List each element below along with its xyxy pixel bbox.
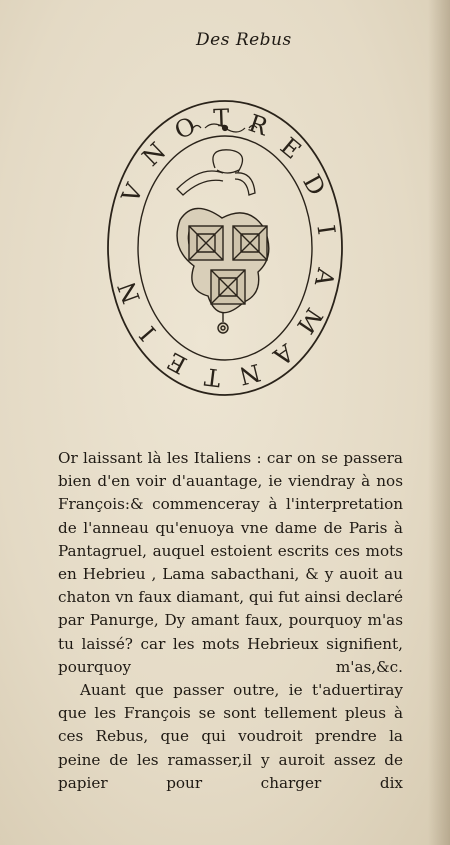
seal-motto-letter: T <box>202 362 223 392</box>
seal-motto-letter: N <box>136 137 172 172</box>
seal-motto-letter: M <box>291 302 329 339</box>
seal-motto-letter: E <box>162 346 192 380</box>
seal-motto-letter: O <box>170 111 200 146</box>
paragraph: Or laissant là les Italiens : car on se passera bien d'en voir d'auantage, ie viendray à nos François:& commenceray à l'interpretation de l'anneau qu'enuoya vne dame de Paris à Pantagruel, auquel estoient escrits ces mots en Hebrieu , Lama sabacthani, & y auoit au chaton vn faux diamant, qui fut ainsi declaré par Panurge, Dy amant faux, pourquoy m'as tu laissé? car les mots Hebrieux signifient, pourquoy m'as,&c. <box>58 449 403 676</box>
seal-motto-letter: N <box>236 357 264 391</box>
diamond-jewel-icon <box>177 208 269 333</box>
main-text <box>58 447 403 795</box>
seal-motto-letter: T <box>212 103 230 133</box>
ribbon-icon <box>177 150 255 195</box>
seal-motto-letter: I <box>311 223 341 237</box>
page-edge-shadow <box>428 0 450 845</box>
seal-motto-letter: I <box>134 320 162 347</box>
running-title: Des Rebus <box>196 30 292 50</box>
paragraph: Auant que passer outre, ie t'aduertiray que les François se sont tellement pleus à ces Rebus, que qui voudroit prendre la peine de les ramasser,il y auroit assez de papier pour charger dix <box>58 681 403 792</box>
seal-motto-letter: A <box>308 265 340 289</box>
seal-motto-letter: E <box>274 132 307 165</box>
seal-motto-letter: A <box>268 338 299 371</box>
ring-seal-emblem <box>105 98 345 398</box>
seal-motto-letter: N <box>112 277 146 308</box>
seal-motto-letter: R <box>245 108 272 142</box>
seal-motto-letter: V <box>116 179 149 207</box>
seal-motto-letter: D <box>297 169 332 201</box>
